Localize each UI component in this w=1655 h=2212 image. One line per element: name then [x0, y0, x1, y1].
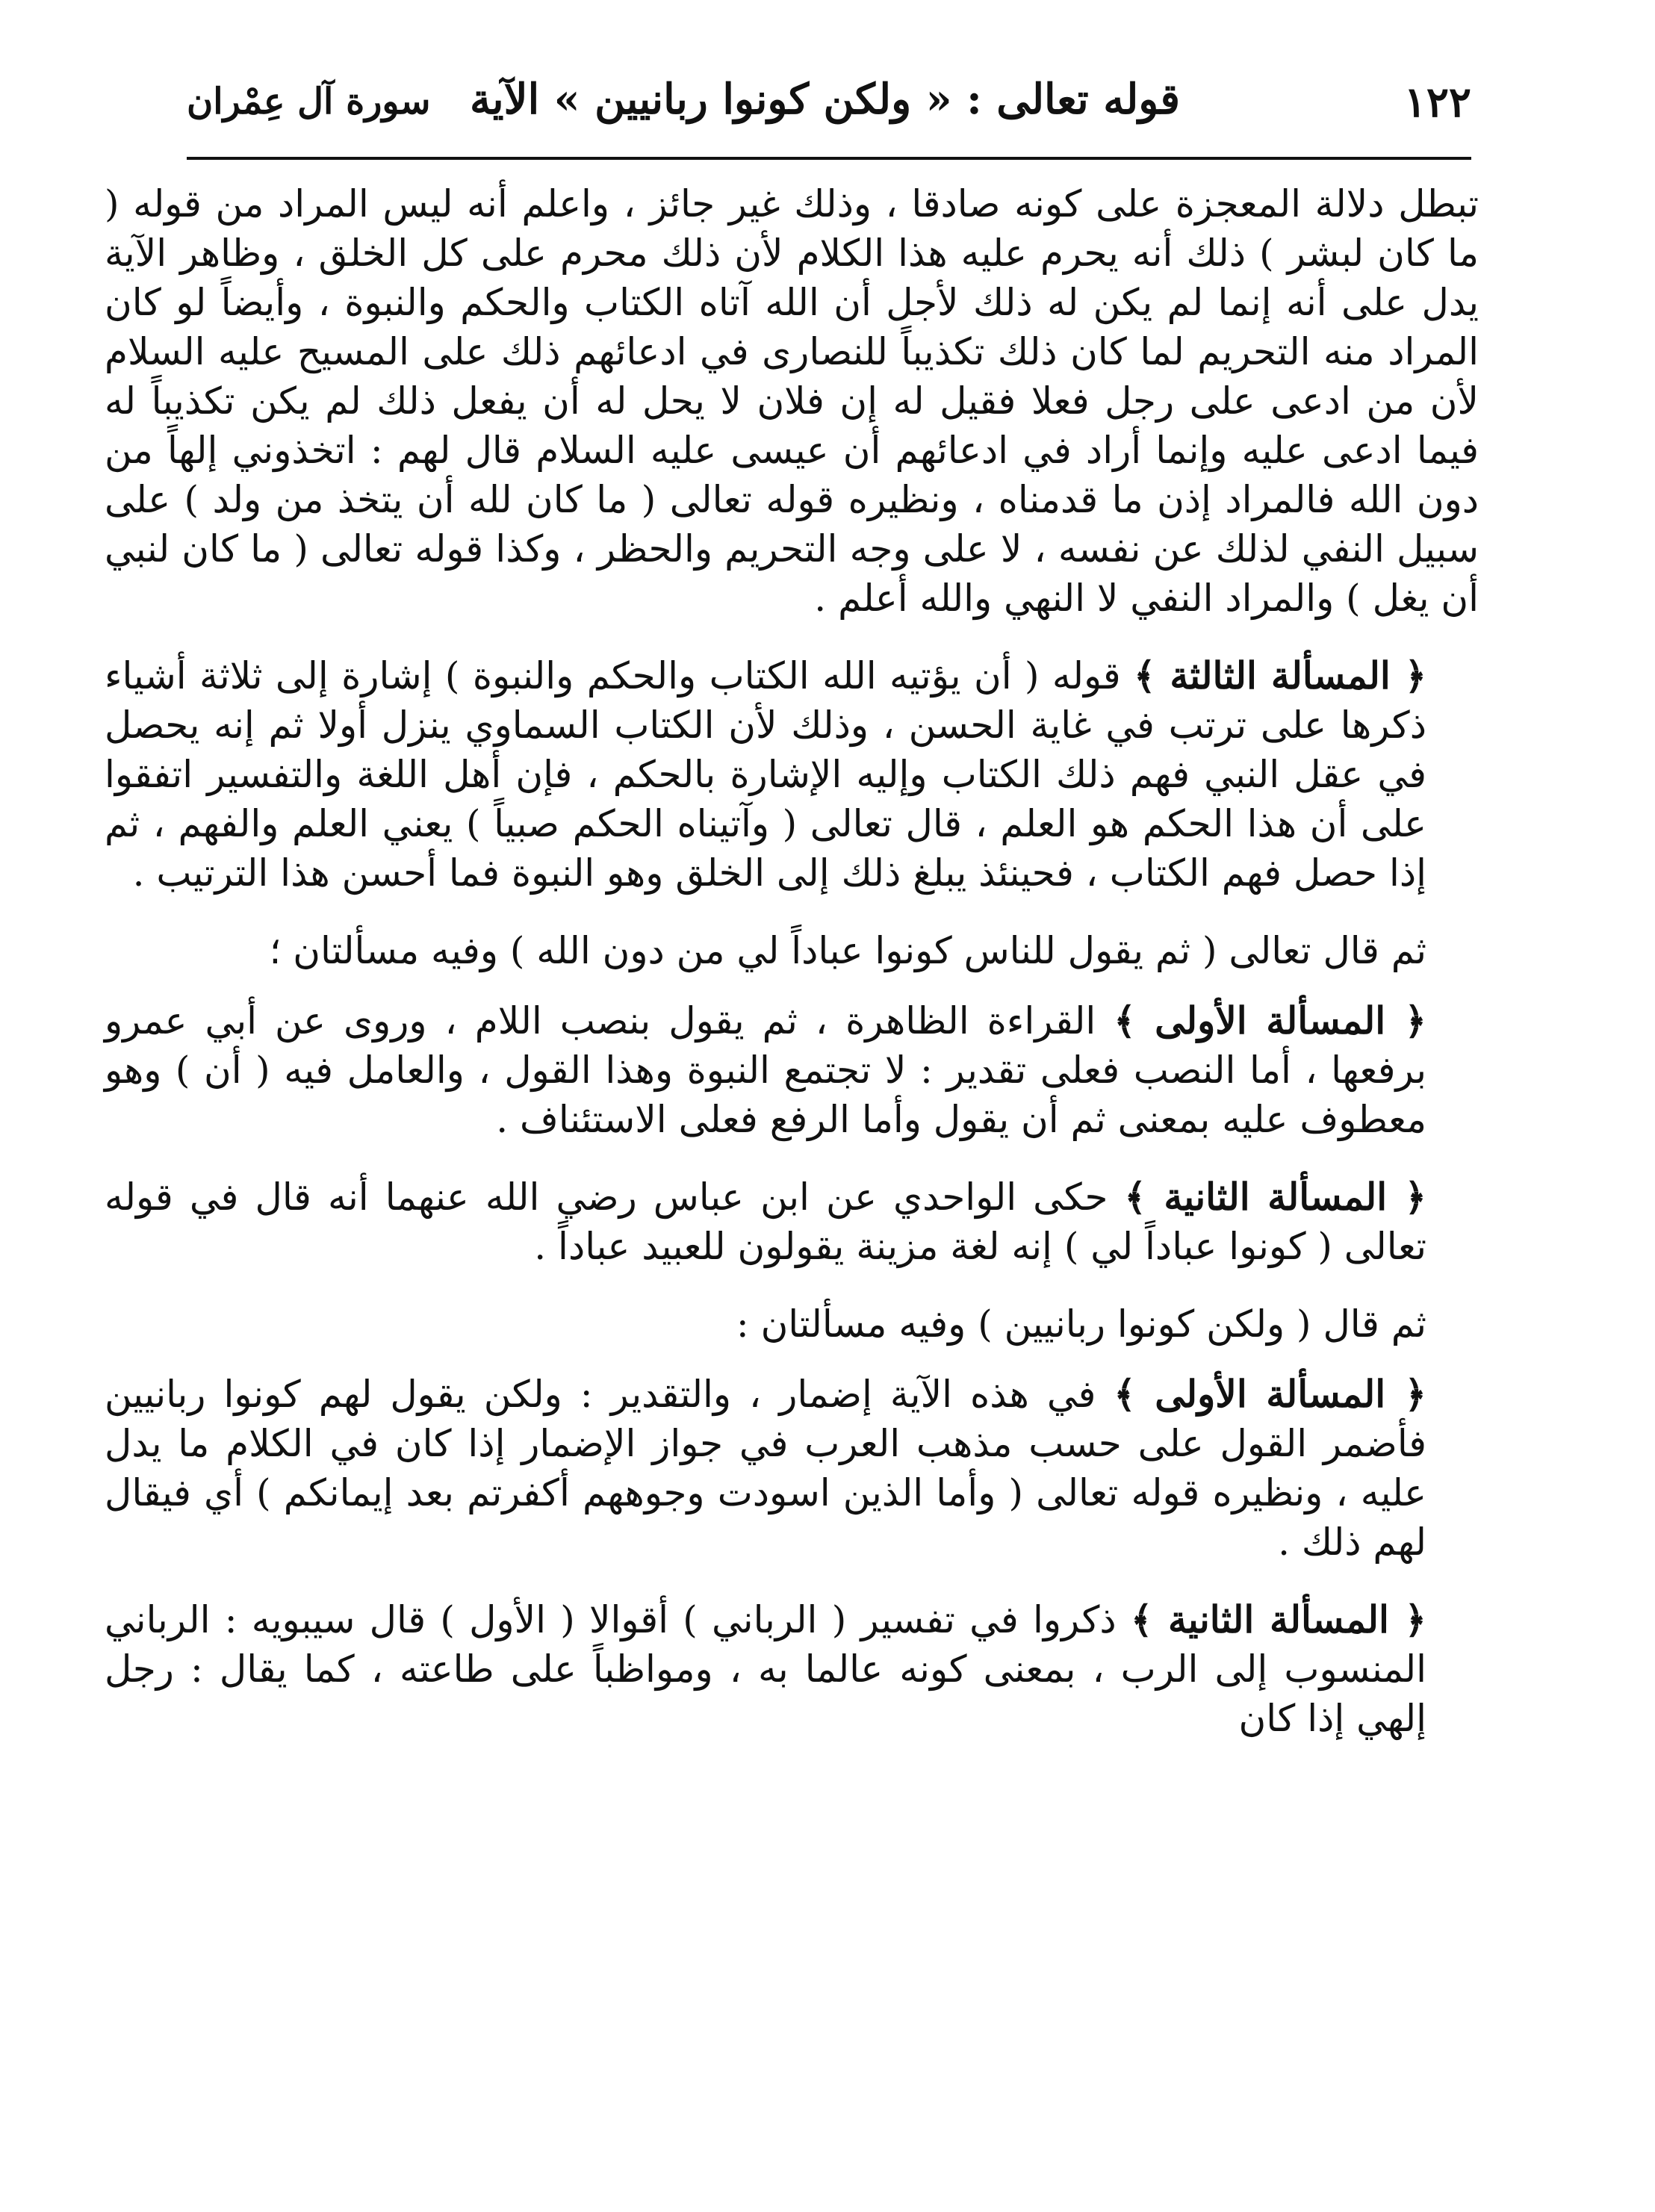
paragraph [105, 1299, 1479, 1349]
section-title: ﴿ المسألة الأولى ﴾ [1114, 998, 1426, 1043]
paragraph-text: ثم قال تعالى ( ثم يقول للناس كونوا عباداً لي من دون الله ) وفيه مسألتان ؛ [269, 929, 1426, 972]
running-title: قوله تعالى : « ولكن كونوا ربانيين » الآية [470, 75, 1180, 124]
paragraph-text: ذكروا في تفسير ( الرباني ) أقوالا ( الأول ) قال سيبويه : الرباني المنسوب إلى الرب ، بمعنى كونه عالما به ، ومواظباً على طاعته ، كما يقال : رجل إلهي إذا كان [105, 1598, 1426, 1740]
surah-name: سورة آل عِمْران [187, 81, 431, 122]
paragraph [105, 179, 1479, 623]
paragraph [105, 1370, 1479, 1567]
header-divider [187, 157, 1471, 160]
paragraph-text: القراءة الظاهرة ، ثم يقول بنصب اللام ، وروى عن أبي عمرو برفعها ، أما النصب فعلى تقدير : لا تجتمع النبوة وهذا القول ، والعامل فيه ( أن ) وهو معطوف عليه بمعنى ثم أن يقول وأما الرفع فعلى الاستئناف . [105, 999, 1426, 1141]
paragraph [105, 651, 1479, 898]
section-title: ﴿ المسألة الثانية ﴾ [1130, 1597, 1426, 1641]
page-body [105, 179, 1479, 2181]
paragraph [105, 996, 1479, 1144]
paragraph-text: ثم قال ( ولكن كونوا ربانيين ) وفيه مسألتان : [736, 1302, 1426, 1346]
paragraph-text: في هذه الآية إضمار ، والتقدير : ولكن يقول لهم كونوا ربانيين فأضمر القول على حسب مذهب العرب في جواز الإضمار إذا كان في الكلام ما يدل عليه ، ونظيره قوله تعالى ( وأما الذين اسودت وجوههم أكفرتم بعد إيمانكم ) أي فيقال لهم ذلك . [105, 1373, 1426, 1564]
paragraph-text: قوله ( أن يؤتيه الله الكتاب والحكم والنبوة ) إشارة إلى ثلاثة أشياء ذكرها على ترتب في غاية الحسن ، وذلك لأن الكتاب السماوي ينزل أولا ثم إنه يحصل في عقل النبي فهم ذلك الكتاب وإليه الإشارة بالحكم ، فإن أهل اللغة والتفسير اتفقوا على أن هذا الحكم هو العلم ، قال تعالى ( وآتيناه الحكم صبياً ) يعني العلم والفهم ، ثم إذا حصل فهم الكتاب ، فحينئذ يبلغ ذلك إلى الخلق وهو النبوة فما أحسن هذا الترتيب . [105, 654, 1426, 895]
paragraph-text: تبطل دلالة المعجزة على كونه صادقا ، وذلك غير جائز ، واعلم أنه ليس المراد من قوله ( ما كان لبشر ) ذلك أنه يحرم عليه هذا الكلام لأن ذلك محرم على كل الخلق ، وظاهر الآية يدل على أنه إنما لم يكن له ذلك لأجل أن الله آتاه الكتاب والحكم والنبوة ، وأيضاً لو كان المراد منه التحريم لما كان ذلك تكذيباً للنصارى في ادعائهم ذلك على المسيح عليه السلام لأن من ادعى على رجل فعلا فقيل له إن فلان لا يحل له أن يفعل ذلك لم يكن تكذيباً له فيما ادعى عليه وإنما أراد في ادعائهم أن عيسى عليه السلام قال لهم : اتخذوني إلهاً من دون الله فالمراد إذن ما قدمناه ، ونظيره قوله تعالى ( ما كان لله أن يتخذ من ولد ) على سبيل النفي لذلك عن نفسه ، لا على وجه التحريم والحظر ، وكذا قوله تعالى ( ما كان لنبي أن يغل ) والمراد النفي لا النهي والله أعلم . [105, 182, 1479, 620]
paragraph [105, 926, 1479, 975]
paragraph [105, 1595, 1479, 1743]
paragraph-text: حكى الواحدي عن ابن عباس رضي الله عنهما أنه قال في قوله تعالى ( كونوا عباداً لي ) إنه لغة مزينة يقولون للعبيد عباداً . [105, 1175, 1426, 1268]
page-header [187, 66, 1471, 140]
section-title: ﴿ المسألة الثانية ﴾ [1124, 1175, 1426, 1219]
page-number: ١٢٢ [1403, 78, 1471, 127]
section-title: ﴿ المسألة الثالثة ﴾ [1134, 653, 1426, 698]
section-title: ﴿ المسألة الأولى ﴾ [1114, 1372, 1426, 1416]
paragraph [105, 1172, 1479, 1271]
